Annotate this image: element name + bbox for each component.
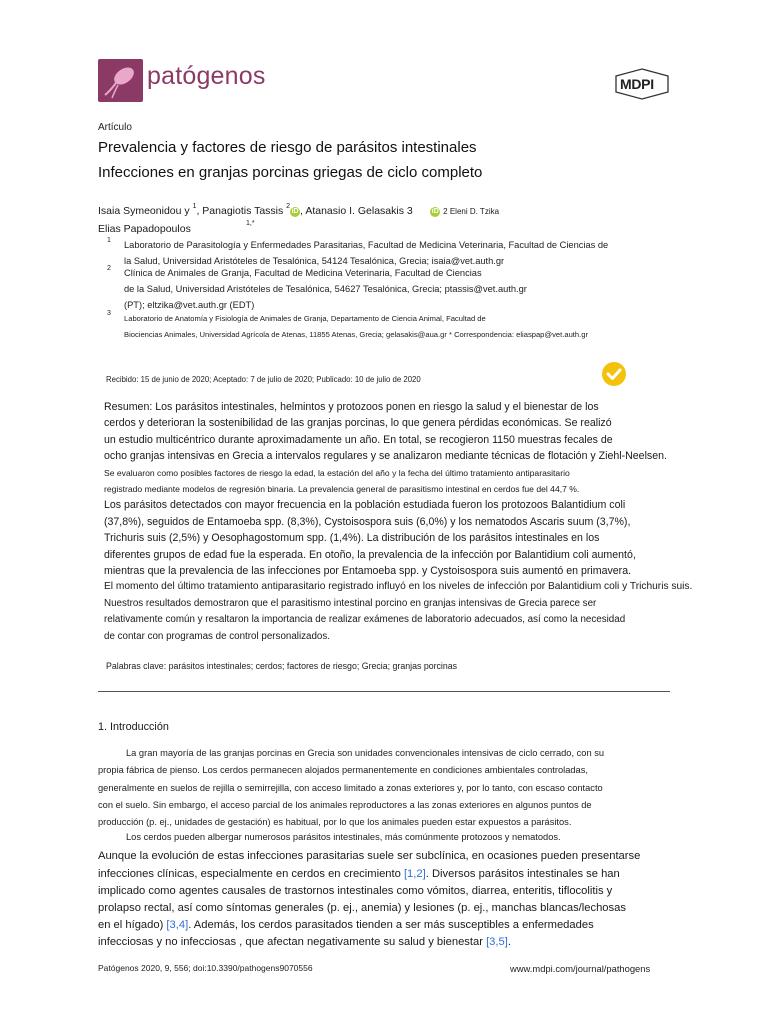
affiliation-number: 3: [107, 310, 111, 317]
body-line: con el suelo. Sin embargo, el acceso parcial de los animales reproductores a las zonas exteriores en algunos puntos de: [98, 799, 592, 810]
affiliation-line: de la Salud, Universidad Aristóteles de Tesalónica, 54627 Tesalónica, Grecia; ptassis@vet.auth.gr: [124, 284, 527, 294]
abstract-line: cerdos y deterioran la sostenibilidad de las granjas porcinas, lo que genera pérdidas económicas. Se realizó: [104, 417, 612, 430]
author-3[interactable]: , Atanasio I. Gelasakis 3: [300, 205, 413, 217]
abstract-line: Nuestros resultados demostraron que el parasitismo intestinal porcino en granjas intensivas de Grecia parece ser: [104, 597, 597, 609]
body-line: infecciones clínicas, especialmente en cerdos en crecimiento [1,2]. Diversos parásitos intestinales se han: [98, 867, 620, 880]
article-type: Artículo: [98, 122, 132, 133]
body-line: infecciosas y no infecciosas , que afectan negativamente su salud y bienestar [3,5].: [98, 935, 511, 948]
abstract-line: (37,8%), seguidos de Entamoeba spp. (8,3%), Cystoisospora suis (6,0%) y los nematodos Ascaris suum (3,7%),: [104, 515, 631, 528]
abstract-line: de contar con programas de control personalizados.: [104, 630, 331, 642]
citation-link[interactable]: [3,4]: [166, 918, 189, 931]
abstract-line: mientras que la prevalencia de las infecciones por Entamoeba spp. y Cystoisospora suis aumentó en primavera.: [104, 565, 632, 578]
abstract: [104, 399, 754, 645]
abstract-line: ocho granjas intensivas en Grecia a intervalos regulares y se analizaron mediante técnicas de flotación y Ziehl-Neelsen.: [104, 450, 667, 463]
abstract-line: relativamente común y resaltaron la importancia de realizar exámenes de laboratorio adecuados, así como la necesidad: [104, 614, 626, 626]
author-4[interactable]: 2 Eleni D. Tzika: [443, 207, 500, 216]
bacterium-icon: [98, 59, 143, 102]
affiliation-number: 1: [107, 237, 111, 244]
author-2-sup: 2: [286, 203, 291, 210]
orcid-icon[interactable]: iD: [291, 208, 299, 215]
publisher-name: MDPI: [620, 76, 654, 92]
body-line: producción (p. ej., unidades de gestación) es habitual, por lo que los animales pueden estar expuestos a parásitos.: [98, 817, 572, 828]
body-line: prolapso rectal, así como síntomas generales (p. ej., anemia) y lesiones (p. ej., manchas blancas/lechosas: [98, 901, 626, 914]
section-divider: [98, 691, 670, 692]
body-line: implicado como agentes causales de trastornos intestinales como vómitos, diarrea, enteritis, tiflocolitis y: [98, 884, 613, 897]
abstract-line: Los parásitos detectados con mayor frecuencia en la población estudiada fueron los protozoos Balantidium coli: [104, 499, 626, 512]
check-for-updates-icon[interactable]: [602, 362, 626, 386]
affiliation-number: 2: [107, 265, 111, 272]
intro-body: [98, 745, 678, 951]
keywords: Palabras clave: parásitos intestinales; cerdos; factores de riesgo; Grecia; granjas porcinas: [106, 661, 458, 671]
affiliation-line: Laboratorio de Parasitología y Enfermedades Parasitarias, Facultad de Medicina Veterinaria, Facultad de Ciencias de: [124, 240, 609, 250]
author-2[interactable]: , Panagiotis Tassis: [196, 205, 284, 217]
mdpi-logo: [614, 68, 670, 100]
abstract-line: registrado mediante modelos de regresión binaria. La prevalencia general de parasitismo intestinal en cerdos fue del 44,7 %.: [104, 484, 580, 495]
abstract-line: El momento del último tratamiento antiparasitario registrado influyó en los niveles de infección por Balantidium coli y Trichuris suis.: [104, 581, 693, 593]
author-line-2: [98, 220, 255, 235]
body-line: en el hígado) [3,4]. Además, los cerdos parasitados tienden a ser más susceptibles a enfermedades: [98, 918, 594, 931]
publication-dates: Recibido: 15 de junio de 2020; Aceptado: 7 de julio de 2020; Publicado: 10 de julio de 2020: [106, 375, 421, 384]
body-line: propia fábrica de pienso. Los cerdos permanecen alojados permanentemente en condiciones ambientales controladas,: [98, 765, 588, 776]
title-line-1: Prevalencia y factores de riesgo de parásitos intestinales: [98, 139, 477, 156]
journal-name: patógenos: [147, 62, 266, 90]
abstract-line: Se evaluaron como posibles factores de riesgo la edad, la estación del año y la fecha del último tratamiento antiparasitario: [104, 467, 570, 478]
journal-url-link[interactable]: www.mdpi.com/journal/pathogens: [510, 963, 651, 974]
author-list: [98, 205, 499, 217]
affiliation-line: la Salud, Universidad Aristóteles de Tesalónica, 54124 Tesalónica, Grecia; isaia@vet.auth.gr: [124, 256, 505, 266]
author-5[interactable]: Elias Papadopoulos: [98, 223, 191, 235]
body-line: Los cerdos pueden albergar numerosos parásitos intestinales, más comúnmente protozoos y nematodos.: [126, 832, 561, 843]
affiliation-line: (PT); eltzika@vet.auth.gr (EDT): [124, 300, 255, 310]
affiliation-line: Biociencias Animales, Universidad Agrícola de Atenas, 11855 Atenas, Grecia; gelasakis@aua.gr * Correspondencia: eliaspap@vet.auth.gr: [124, 330, 588, 339]
section-heading: 1. Introducción: [98, 721, 169, 733]
title-line-2: Infecciones en granjas porcinas griegas de ciclo completo: [98, 164, 483, 181]
journal-logo: [98, 59, 143, 102]
footer-citation: Patógenos 2020, 9, 556; doi:10.3390/pathogens9070556: [98, 963, 313, 973]
abstract-line: un estudio multicéntrico durante aproximadamente un año. En total, se recogieron 1150 muestras fecales de: [104, 433, 613, 446]
body-line: generalmente en suelos de rejilla o semirrejilla, con acceso limitado a zonas exteriores y, por lo tanto, con escaso contacto: [98, 782, 603, 793]
affiliation-line: Clínica de Animales de Granja, Facultad de Medicina Veterinaria, Facultad de Ciencias: [124, 268, 482, 278]
citation-link[interactable]: [1,2]: [403, 867, 426, 880]
body-line: La gran mayoría de las granjas porcinas en Grecia son unidades convencionales intensivas de ciclo cerrado, con su: [126, 748, 605, 758]
citation-link[interactable]: [3,5]: [486, 935, 508, 948]
abstract-line: Trichuris suis (2,5%) y Oesophagostomum spp. (1,4%). La distribución de los parásitos intestinales en los: [104, 532, 600, 545]
affiliation-line: Laboratorio de Anatomía y Fisiología de Animales de Granja, Departamento de Ciencia Animal, Facultad de: [124, 314, 486, 323]
body-line: Aunque la evolución de estas infecciones parasitarias suele ser subclínica, en ocasiones pueden presentarse: [98, 850, 641, 863]
author-1-sup: 1: [192, 203, 197, 210]
author-5-sup: 1,*: [246, 220, 255, 227]
author-1[interactable]: Isaia Symeonidou y: [98, 205, 190, 217]
abstract-line: Resumen: Los parásitos intestinales, helmintos y protozoos ponen en riesgo la salud y el bienestar de los: [104, 401, 599, 413]
orcid-icon[interactable]: iD: [431, 208, 439, 215]
abstract-line: diferentes grupos de edad fue la esperada. En otoño, la prevalencia de la infección por Balantidium coli aumentó,: [104, 548, 636, 561]
